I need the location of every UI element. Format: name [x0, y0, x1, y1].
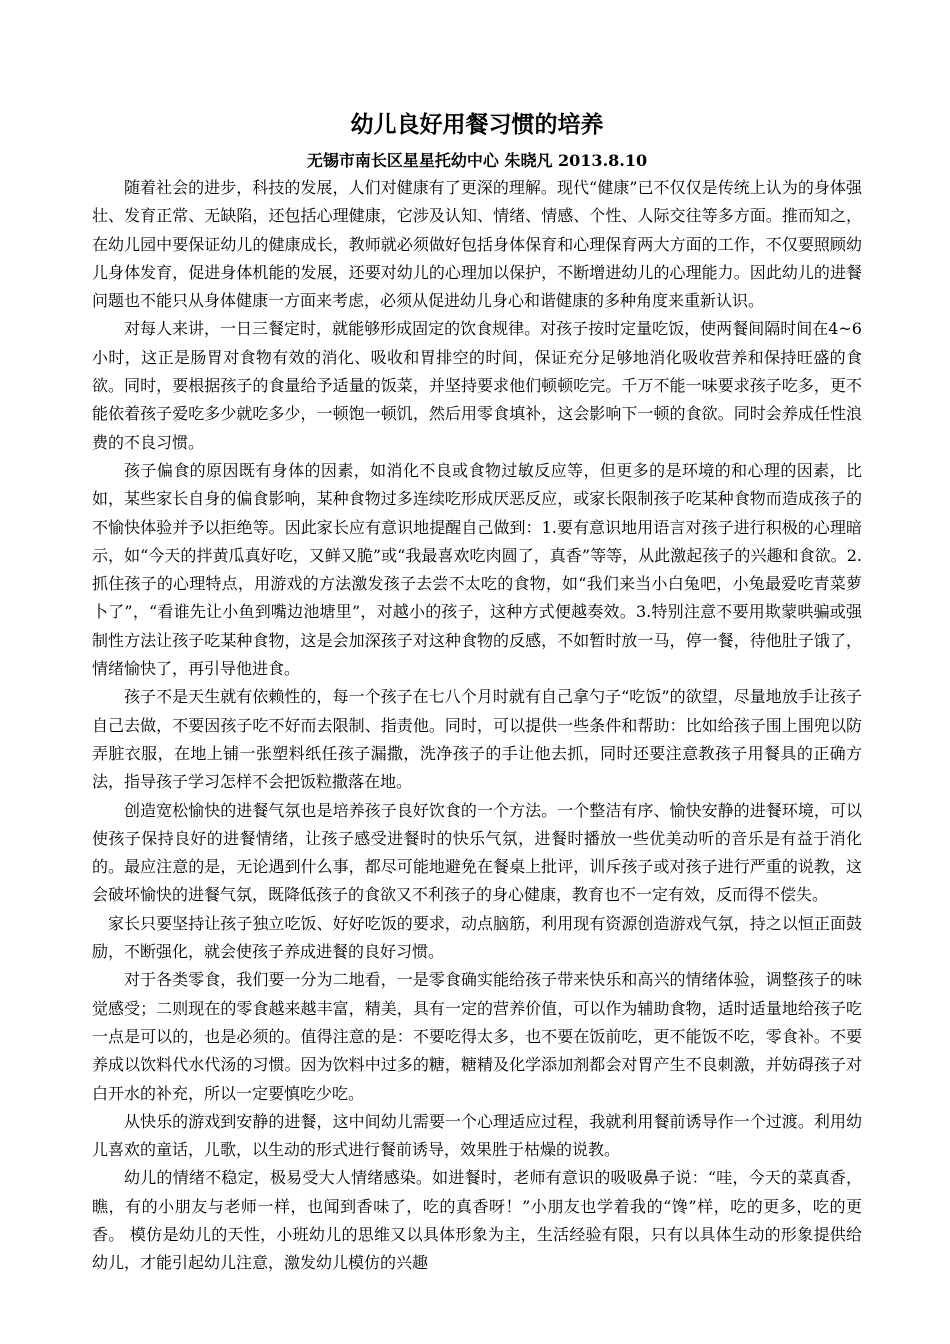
paragraph-meal-schedule: 对每人来讲，一日三餐定时，就能够形成固定的饮食规律。对孩子按时定量吃饭，使两餐间隔时间在4~6小时，这正是肠胃对食物有效的消化、吸收和胃排空的时间，保证充分足够地消化吸收营养和保持旺盛的食欲。同时，要根据孩子的食量给予适量的饭菜，并坚持要求他们顿顿吃完。千万不能一味要求孩子吃多，更不能依着孩子爱吃多少就吃多少，一顿饱一顿饥，然后用零食填补，这会影响下一顿的食欲。同时会养成任性浪费的不良习惯。 — [92, 319, 862, 452]
document-page — [92, 108, 862, 1278]
paragraph-snacks: 对于各类零食，我们要一分为二地看，一是零食确实能给孩子带来快乐和高兴的情绪体验，调整孩子的味觉感受；二则现在的零食越来越丰富，精美，具有一定的营养价值，可以作为辅助食物，适时适量地给孩子吃一点是可以的，也是必须的。值得注意的是：不要吃得太多，也不要在饭前吃，更不能饭不吃，零食补。不要养成以饮料代水代汤的习惯。因为饮料中过多的糖，糖精及化学添加剂都会对胃产生不良刺激，并妨碍孩子对白开水的补充，所以一定要慎吃少吃。 — [92, 970, 862, 1103]
paragraph-intro: 随着社会的进步，科技的发展，人们对健康有了更深的理解。现代“健康”已不仅仅是传统上认为的身体强壮、发育正常、无缺陷，还包括心理健康，它涉及认知、情绪、情感、个性、人际交往等多方面。推而知之，在幼儿园中要保证幼儿的健康成长，教师就必须做好包括身体保育和心理保育两大方面的工作，不仅要照顾幼儿身体发育，促进身体机能的发展，还要对幼儿的心理加以保护，不断增进幼儿的心理能力。因此幼儿的进餐问题也不能只从身体健康一方面来考虑，必须从促进幼儿身心和谐健康的多种角度来重新认识。 — [92, 178, 862, 311]
paragraph-emotion: 幼儿的情绪不稳定，极易受大人情绪感染。如进餐时，老师有意识的吸吸鼻子说：“哇，今天的菜真香，瞧，有的小朋友与老师一样，也闻到香味了，吃的真香呀！”小朋友也学着我的“馋”样，吃的更多，吃的更香。 模仿是幼儿的天性，小班幼儿的思维又以具体形象为主，生活经验有限，只有以具体生动的形象提供给幼儿，才能引起幼儿注意，激发幼儿模仿的兴趣 — [92, 1168, 862, 1273]
document-byline: 无锡市南长区星星托幼中心 朱晓凡 2013.8.10 — [306, 151, 648, 170]
paragraph-transition: 从快乐的游戏到安静的进餐，这中间幼儿需要一个心理适应过程，我就利用餐前诱导作一个过渡。利用幼儿喜欢的童话，儿歌，以生动的形式进行餐前诱导，效果胜于枯燥的说教。 — [92, 1111, 862, 1160]
paragraph-picky-eating: 孩子偏食的原因既有身体的因素，如消化不良或食物过敏反应等，但更多的是环境的和心理的因素，比如，某些家长自身的偏食影响，某种食物过多连续吃形成厌恶反应，或家长限制孩子吃某种食物而造成孩子的不愉快体验并予以拒绝等。因此家长应有意识地提醒自己做到：1.要有意识地用语言对孩子进行积极的心理暗示，如“今天的拌黄瓜真好吃，又鲜又脆”或“我最喜欢吃肉圆了，真香”等等，从此激起孩子的兴趣和食欲。2.抓住孩子的心理特点，用游戏的方法激发孩子去尝不太吃的食物，如“我们来当小白兔吧，小兔最爱吃青菜萝卜了”，“看谁先让小鱼到嘴边池塘里”，对越小的孩子，这种方式便越奏效。3.特别注意不要用欺蒙哄骗或强制性方法让孩子吃某种食物，这是会加深孩子对这种食物的反感，不如暂时放一马，停一餐，待他肚子饿了，情绪愉快了，再引导他进食。 — [92, 460, 862, 679]
paragraph-atmosphere: 创造宽松愉快的进餐气氛也是培养孩子良好饮食的一个方法。一个整洁有序、愉快安静的进餐环境，可以使孩子保持良好的进餐情绪，让孩子感受进餐时的快乐气氛，进餐时播放一些优美动听的音乐是有益于消化的。最应注意的是，无论遇到什么事，都尽可能地避免在餐桌上批评，训斥孩子或对孩子进行严重的说教，这会破坏愉快的进餐气氛，既降低孩子的食欲又不利孩子的身心健康，教育也不一定有效，反而得不偿失。 — [92, 800, 862, 905]
paragraph-independence: 孩子不是天生就有依赖性的，每一个孩子在七八个月时就有自己拿勺子“吃饭”的欲望，尽量地放手让孩子自己去做，不要因孩子吃不好而去限制、指责他。同时，可以提供一些条件和帮助：比如给孩子围上围兜以防弄脏衣服，在地上铺一张塑料纸任孩子漏撒，洗净孩子的手让他去抓，同时还要注意教孩子用餐具的正确方法，指导孩子学习怎样不会把饭粒撒落在地。 — [92, 687, 862, 792]
paragraph-persistence: 家长只要坚持让孩子独立吃饭、好好吃饭的要求，动点脑筋，利用现有资源创造游戏气氛，持之以恒正面鼓励，不断强化，就会使孩子养成进餐的良好习惯。 — [92, 913, 862, 962]
document-title: 幼儿良好用餐习惯的培养 — [350, 111, 604, 138]
